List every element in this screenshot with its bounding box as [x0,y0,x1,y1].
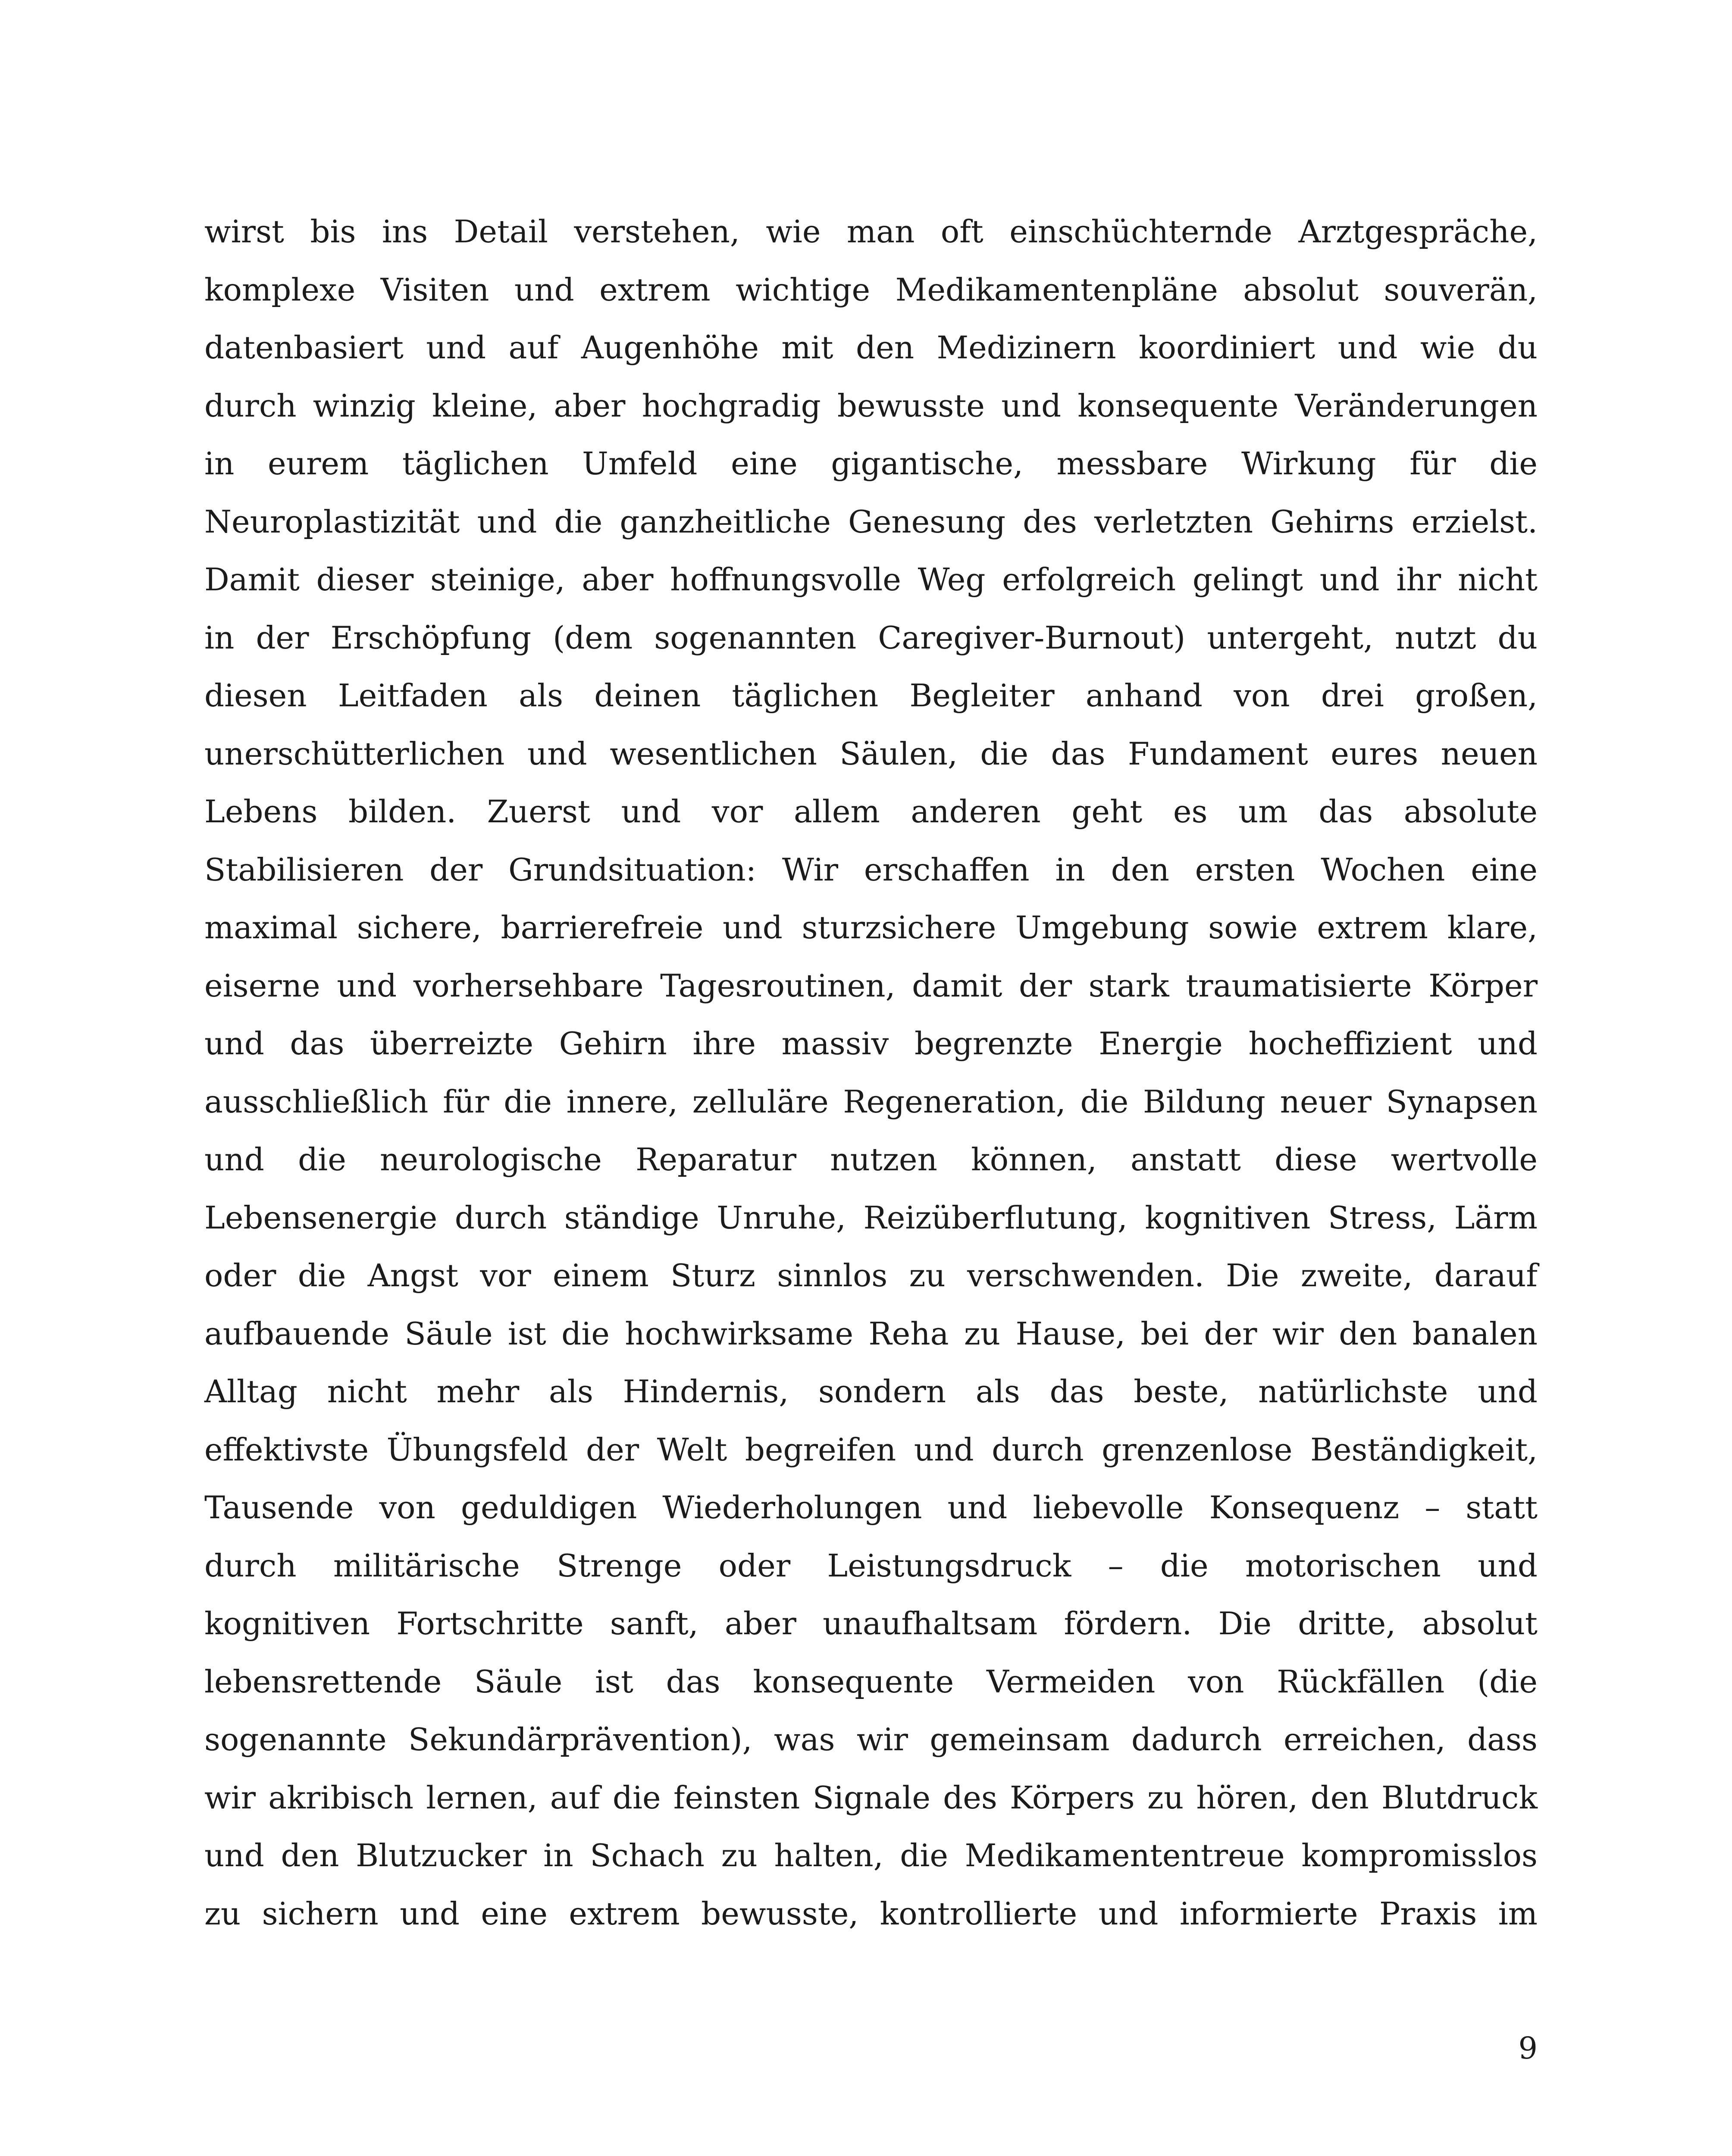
text-line: sogenannte Sekundärprävention), was wir gemeinsam dadurch erreichen, dass [204,1721,1538,1758]
text-line: Lebens bilden. Zuerst und vor allem anderen geht es um das absolute [204,793,1538,830]
text-line: komplexe Visiten und extrem wichtige Medikamentenpläne absolut souverän, [204,271,1538,308]
text-line: und die neurologische Reparatur nutzen können, anstatt diese wertvolle [204,1141,1538,1178]
text-line: Stabilisieren der Grundsituation: Wir erschaffen in den ersten Wochen eine [204,851,1538,888]
text-line: und den Blutzucker in Schach zu halten, die Medikamententreue kompromisslos [204,1837,1538,1874]
page-number: 9 [1518,2031,1538,2066]
text-line: zu sichern und eine extrem bewusste, kontrollierte und informierte Praxis im [204,1895,1538,1932]
text-line: Lebensenergie durch ständige Unruhe, Reizüberflutung, kognitiven Stress, Lärm [204,1199,1538,1236]
text-line: Neuroplastizität und die ganzheitliche Genesung des verletzten Gehirns erzielst. [204,503,1538,540]
text-line: durch militärische Strenge oder Leistungsdruck – die motorischen und [204,1547,1538,1584]
text-line: und das überreizte Gehirn ihre massiv begrenzte Energie hocheffizient und [204,1025,1538,1062]
text-line: aufbauende Säule ist die hochwirksame Reha zu Hause, bei der wir den banalen [204,1315,1538,1352]
text-line: maximal sichere, barrierefreie und sturzsichere Umgebung sowie extrem klare, [204,909,1538,946]
text-line: durch winzig kleine, aber hochgradig bewusste und konsequente Veränderungen [204,387,1538,424]
text-line: in eurem täglichen Umfeld eine gigantische, messbare Wirkung für die [204,445,1538,482]
text-line: wirst bis ins Detail verstehen, wie man oft einschüchternde Arztgespräche, [204,213,1538,250]
text-line: ausschließlich für die innere, zelluläre Regeneration, die Bildung neuer Synapsen [204,1083,1538,1120]
text-line: Tausende von geduldigen Wiederholungen und liebevolle Konsequenz – statt [204,1489,1538,1526]
text-line: eiserne und vorhersehbare Tagesroutinen, damit der stark traumatisierte Körper [204,967,1538,1004]
text-line: unerschütterlichen und wesentlichen Säulen, die das Fundament eures neuen [204,735,1538,772]
text-line: Alltag nicht mehr als Hindernis, sondern als das beste, natürlichste und [204,1373,1538,1410]
body-text [204,203,1538,1943]
text-line: wir akribisch lernen, auf die feinsten Signale des Körpers zu hören, den Blutdruck [204,1779,1538,1816]
text-line: lebensrettende Säule ist das konsequente Vermeiden von Rückfällen (die [204,1663,1538,1700]
text-line: effektivste Übungsfeld der Welt begreifen und durch grenzenlose Beständigkeit, [204,1431,1538,1468]
text-line: oder die Angst vor einem Sturz sinnlos zu verschwenden. Die zweite, darauf [204,1257,1538,1294]
text-line: Damit dieser steinige, aber hoffnungsvolle Weg erfolgreich gelingt und ihr nicht [204,561,1538,598]
text-line: in der Erschöpfung (dem sogenannten Caregiver-Burnout) untergeht, nutzt du [204,619,1538,656]
text-line: datenbasiert und auf Augenhöhe mit den Medizinern koordiniert und wie du [204,329,1538,366]
text-line: diesen Leitfaden als deinen täglichen Begleiter anhand von drei großen, [204,677,1538,714]
text-line: kognitiven Fortschritte sanft, aber unaufhaltsam fördern. Die dritte, absolut [204,1605,1538,1642]
